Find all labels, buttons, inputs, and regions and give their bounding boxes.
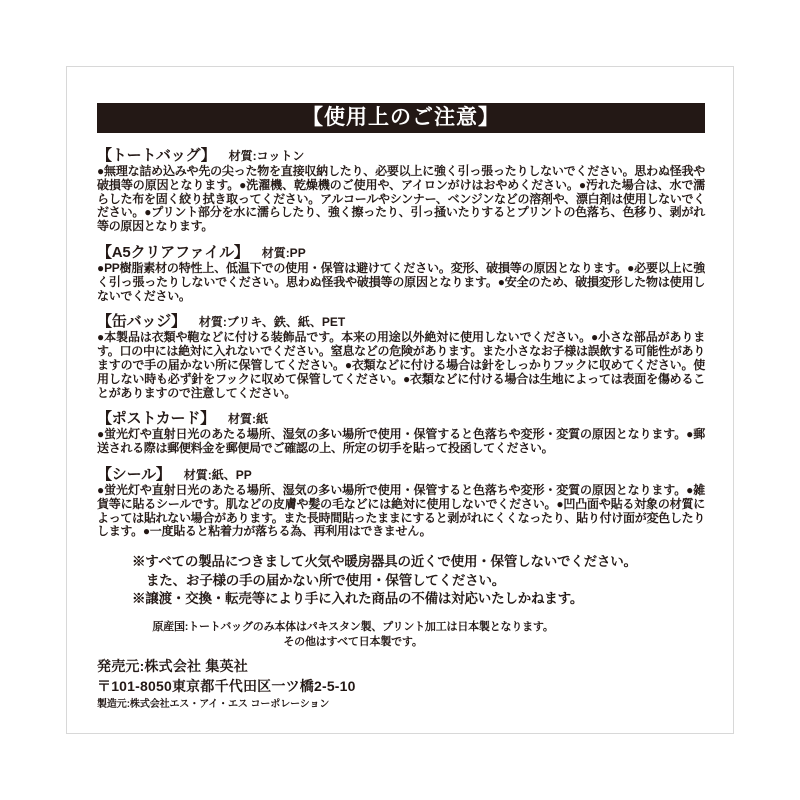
section-material: 材質:紙 [227,412,268,427]
section-a5-clear-file [97,244,705,303]
section-heading [97,147,705,165]
section-body: ●蛍光灯や直射日光のあたる場所、湿気の多い場所で使用・保管すると色落ちや変形・変質の原因となります。●郵送される際は郵便料金を郵便局でご確認の上、所定の切手を貼って投函してください。 [97,427,705,456]
section-title: 【トートバッグ】 [97,147,216,164]
section-postcard [97,410,705,456]
section-heading [97,313,705,331]
common-notes [132,553,705,608]
country-of-origin [97,620,609,649]
note-line-continuation: また、お子様の手の届かない所で使用・保管してください。 [146,572,506,588]
section-sticker [97,466,705,539]
section-title: 【A5クリアファイル】 [97,243,249,261]
origin-line: その他はすべて日本製です。 [283,635,423,648]
section-title: 【缶バッジ】 [97,313,186,331]
section-body: ●PP樹脂素材の特性上、低温下での使用・保管は避けてください。変形、破損等の原因となります。●必要以上に強く引っ張ったりしないでください。思わぬ怪我や破損等の原因となります。●安全のため、破損変形した物は使用しないでください。 [97,260,705,303]
section-body: ●無理な詰め込みや先の尖った物を直接収納したり、必要以上に強く引っ張ったりしないでください。思わぬ怪我や破損等の原因となります。●洗濯機、乾燥機のご使用や、アイロンがけはおやめください。●汚れた場合は、水で濡らした布を固く絞り拭き取ってください。アルコールやシンナー、ベンジンなどの溶剤や、漂白剤は使用しないでください。●プリント部分を水に濡らしたり、強く擦ったり、引っ掻いたりするとプリントの色落ち、色移り、剥がれ等の原因となります。 [97,164,705,234]
manufacturer-line: 製造元:株式会社エス・アイ・エス コーポレーション [97,698,330,710]
address-line: 〒101-8050東京都千代田区一ツ橋2-5-10 [97,677,356,694]
section-heading [97,410,705,428]
origin-line: 原産国:トートバッグのみ本体はパキスタン製、プリント加工は日本製となります。 [152,621,554,634]
content-area [97,103,705,711]
note-line: ※譲渡・交換・転売等により手に入れた商品の不備は対応いたしかねます。 [132,590,584,606]
section-heading [97,244,705,262]
section-body: ●蛍光灯や直射日光のあたる場所、湿気の多い場所で使用・保管すると色落ちや変形・変質の原因となります。●雑貨等に貼るシールです。肌などの皮膚や髪の毛などには絶対に使用しないでください。●凹凸面や貼る対象の材質によっては貼れない場合があります。また長時間貼ったままにすると剥がれにくくなったり、貼り付け面が変色したりします。●一度貼ると粘着力が落ちる為、再利用はできません。 [97,482,705,539]
section-body: ●本製品は衣類や鞄などに付ける装飾品です。本来の用途以外絶対に使用しないでください。●小さな部品があります。口の中には絶対に入れないでください。窒息などの危険があります。また小さなお子様は誤飲する可能性がありますので手の届かない所に保管してください。●衣類などに付ける場合は針をしっかりフックに収めてください。使用しない時も必ず針をフックに収めて保管してください。●衣類などに付ける場合は生地によっては表面を傷めることがありますので注意してください。 [97,330,705,400]
section-material: 材質:PP [261,245,306,260]
publisher-info [97,656,705,711]
section-title: 【シール】 [97,465,171,483]
seller-line: 発売元:株式会社 集英社 [97,657,248,674]
section-material: 材質:ブリキ、鉄、紙、PET [198,315,346,330]
section-heading [97,466,705,484]
section-can-badge [97,313,705,400]
section-tote-bag [97,147,705,234]
note-line: ※すべての製品につきまして火気や暖房器具の近くで使用・保管しないでください。 [132,554,637,570]
section-material: 材質:コットン [228,149,305,163]
page-title: 【使用上のご注意】 [302,106,500,129]
section-material: 材質:紙、PP [183,467,252,482]
section-title: 【ポストカード】 [97,410,215,428]
header-bar [97,103,705,133]
